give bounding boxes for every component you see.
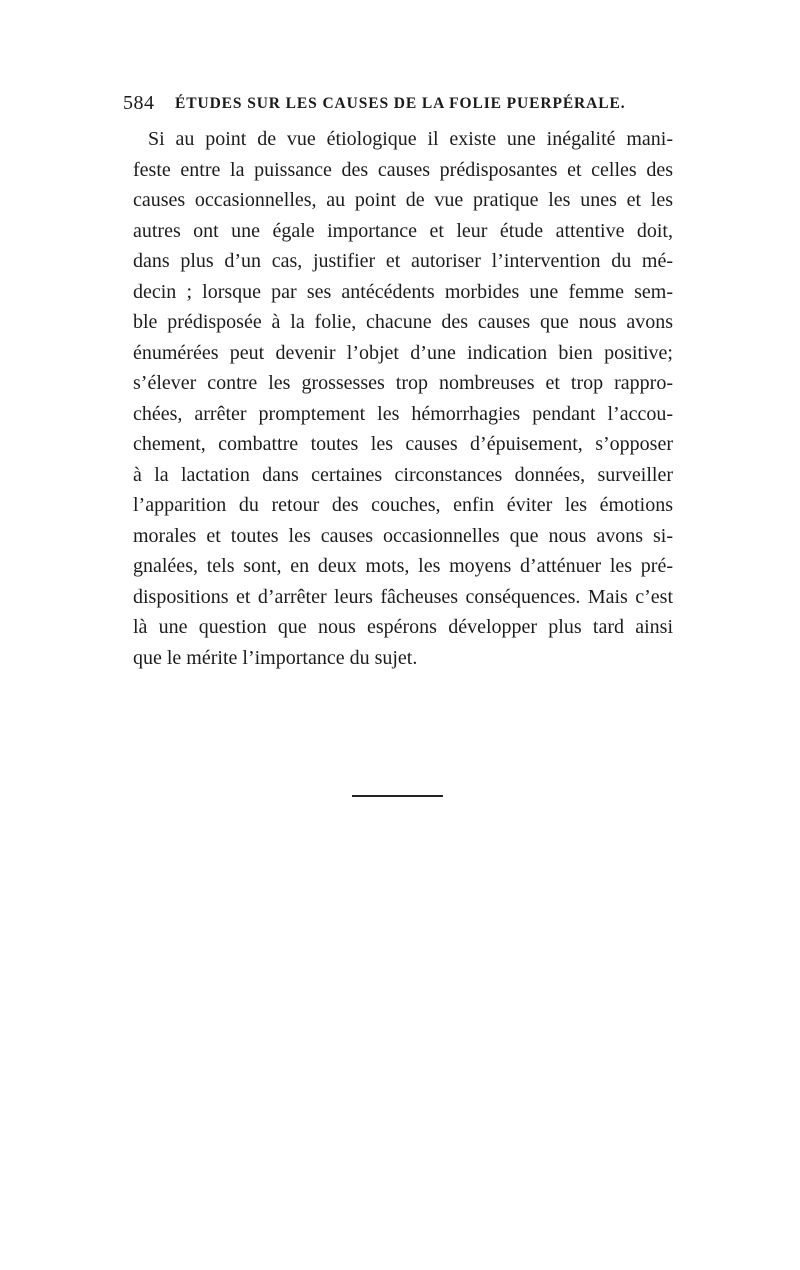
text-line: morales et toutes les causes occasionnelles que nous avons si- (133, 524, 673, 547)
text-line: autres ont une égale importance et leur étude attentive doit, (133, 219, 673, 242)
text-line: ble prédisposée à la folie, chacune des causes que nous avons (133, 311, 673, 333)
text-line: gnalées, tels sont, en deux mots, les moyens d’atténuer les pré- (133, 555, 673, 577)
text-line: là une question que nous espérons développer plus tard ainsi (133, 616, 673, 638)
text-line: causes occasionnelles, au point de vue pratique les unes et les (133, 189, 673, 211)
text-line: que le mérite l’importance du sujet. (133, 646, 418, 669)
section-end-rule (352, 795, 443, 797)
text-line: à la lactation dans certaines circonstances données, surveiller (133, 463, 673, 486)
text-line: dans plus d’un cas, justifier et autoriser l’intervention du mé- (133, 250, 673, 272)
text-line: dispositions et d’arrêter leurs fâcheuses conséquences. Mais c’est (133, 585, 673, 608)
running-title: ÉTUDES SUR LES CAUSES DE LA FOLIE PUERPÉRALE. (175, 95, 626, 112)
page-number: 584 (123, 92, 155, 114)
text-line: s’élever contre les grossesses trop nombreuses et trop rappro- (133, 372, 673, 394)
text-line: feste entre la puissance des causes prédisposantes et celles des (133, 158, 673, 181)
text-line: decin ; lorsque par ses antécédents morbides une femme sem- (133, 280, 673, 303)
text-line: Si au point de vue étiologique il existe une inégalité mani- (148, 128, 673, 150)
body-paragraph (133, 124, 673, 673)
running-head (123, 92, 668, 122)
text-line: énumérées peut devenir l’objet d’une indication bien positive; (133, 341, 673, 364)
text-line: chement, combattre toutes les causes d’épuisement, s’opposer (133, 433, 673, 455)
text-line: chées, arrêter promptement les hémorrhagies pendant l’accou- (133, 402, 673, 425)
text-line: l’apparition du retour des couches, enfin éviter les émotions (133, 494, 673, 516)
